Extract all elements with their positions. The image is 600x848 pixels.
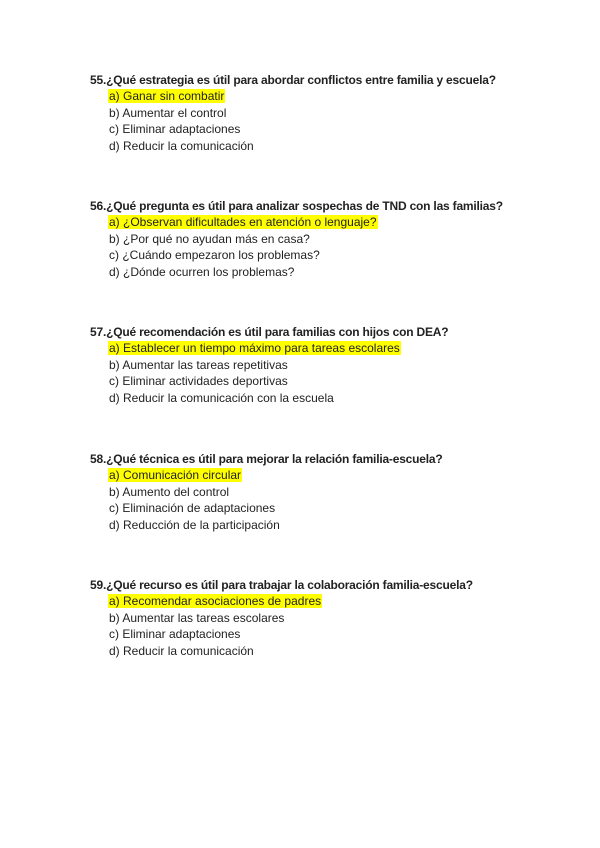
option-text: d) Reducción de la participación [109,517,280,532]
option-text: a) Recomendar asociaciones de padres [109,594,322,608]
option-a-highlighted [108,340,570,357]
option-list [90,593,570,659]
option-text: a) Establecer un tiempo máximo para tareas escolares [109,341,400,355]
question-57 [90,324,570,406]
question-56 [90,198,570,280]
question-59 [90,577,570,659]
option-c [108,121,570,138]
option-a-highlighted [108,88,570,105]
question-58 [90,451,570,533]
option-text: c) Eliminación de adaptaciones [109,501,276,515]
question-title: 59.¿Qué recurso es útil para trabajar la colaboración familia-escuela? [90,578,473,592]
option-b [108,357,570,374]
option-b [108,610,570,627]
option-text: d) Reducir la comunicación [109,138,254,153]
question-55 [90,72,570,154]
option-c [108,500,570,517]
option-text: a) Comunicación circular [109,468,242,482]
option-text: a) ¿Observan dificultades en atención o lenguaje? [109,215,377,229]
option-text: b) Aumentar el control [109,105,227,120]
option-text: c) Eliminar adaptaciones [109,122,241,136]
option-b [108,484,570,501]
option-text: b) Aumentar las tareas escolares [109,610,285,625]
option-text: c) Eliminar adaptaciones [109,627,241,641]
option-text: c) Eliminar actividades deportivas [109,374,288,388]
option-d [108,138,570,155]
option-text: b) Aumento del control [109,484,230,499]
option-c [108,373,570,390]
option-text: c) ¿Cuándo empezaron los problemas? [109,248,320,262]
option-a-highlighted [108,214,570,231]
option-text: b) ¿Por qué no ayudan más en casa? [109,231,310,246]
question-title: 57.¿Qué recomendación es útil para familias con hijos con DEA? [90,325,449,339]
option-list [90,340,570,406]
question-title: 58.¿Qué técnica es útil para mejorar la relación familia-escuela? [90,452,443,466]
option-c [108,247,570,264]
option-text: d) Reducir la comunicación con la escuela [109,390,334,405]
question-title: 56.¿Qué pregunta es útil para analizar sospechas de TND con las familias? [90,199,503,213]
option-text: d) ¿Dónde ocurren los problemas? [109,264,295,279]
option-b [108,105,570,122]
option-a-highlighted [108,467,570,484]
option-list [90,214,570,280]
option-d [108,390,570,407]
option-list [90,467,570,533]
option-text: a) Ganar sin combatir [109,89,225,103]
option-d [108,643,570,660]
question-title: 55.¿Qué estrategia es útil para abordar conflictos entre familia y escuela? [90,73,496,87]
option-d [108,264,570,281]
option-list [90,88,570,154]
option-d [108,517,570,534]
option-c [108,626,570,643]
option-text: d) Reducir la comunicación [109,643,254,658]
option-b [108,231,570,248]
option-a-highlighted [108,593,570,610]
option-text: b) Aumentar las tareas repetitivas [109,357,288,372]
